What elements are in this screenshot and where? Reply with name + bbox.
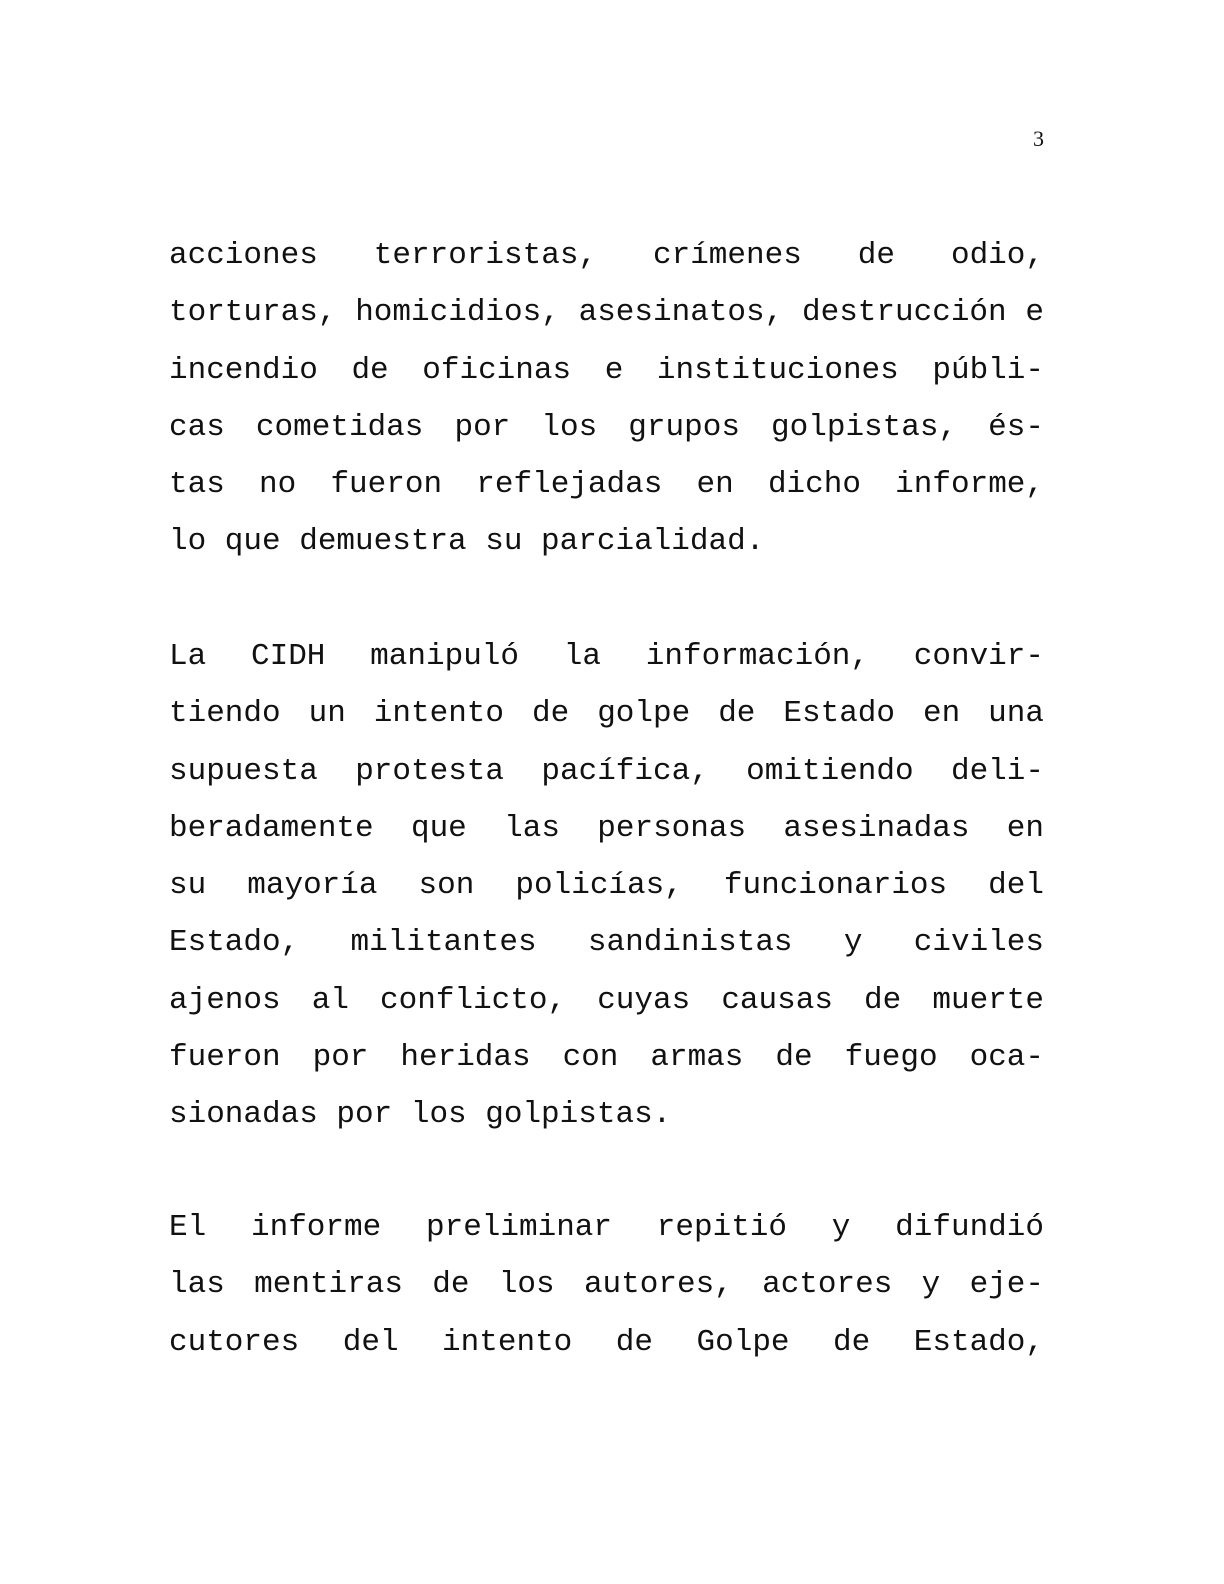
text-line: torturas, homicidios, asesinatos, destrucción e (169, 295, 1044, 331)
text-line: beradamente que las personas asesinadas en (169, 810, 1044, 846)
text-line: cutores del intento de Golpe de Estado, (169, 1324, 1044, 1360)
text-line: El informe preliminar repitió y difundió (169, 1210, 1044, 1245)
text-line: ajenos al conflicto, cuyas causas de muerte (169, 982, 1044, 1018)
paragraph-2 (169, 628, 1044, 1144)
paragraph-1 (169, 227, 1044, 571)
page-number: 3 (1033, 126, 1044, 151)
text-line: lo que demuestra su parcialidad. (169, 524, 765, 560)
text-line: su mayoría son policías, funcionarios del (169, 868, 1044, 904)
text-line: supuesta protesta pacífica, omitiendo deli- (169, 753, 1044, 789)
paragraph-3 (169, 1199, 1044, 1371)
text-line: tas no fueron reflejadas en dicho informe, (169, 467, 1044, 503)
text-line: acciones terroristas, crímenes de odio, (169, 238, 1044, 273)
text-line: fueron por heridas con armas de fuego oca- (169, 1040, 1044, 1076)
text-line: La CIDH manipuló la información, convir- (169, 639, 1044, 674)
text-line: cas cometidas por los grupos golpistas, és- (169, 409, 1044, 445)
text-line: incendio de oficinas e instituciones públi- (169, 352, 1044, 388)
text-line: tiendo un intento de golpe de Estado en una (169, 696, 1044, 732)
text-line: sionadas por los golpistas. (169, 1097, 672, 1133)
text-line: Estado, militantes sandinistas y civiles (169, 925, 1044, 961)
text-line: las mentiras de los autores, actores y eje- (169, 1267, 1044, 1303)
